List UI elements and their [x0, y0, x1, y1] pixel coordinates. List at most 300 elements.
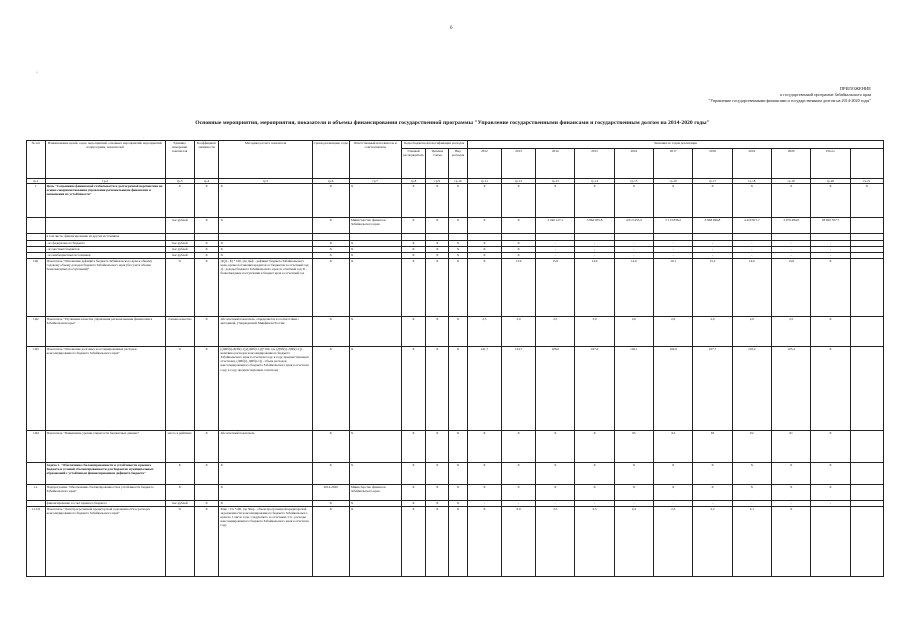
- table-cell: X: [501, 218, 535, 234]
- table-cell: X: [312, 347, 349, 431]
- header-year-2019: 2019: [732, 149, 771, 179]
- table-cell: X: [449, 501, 468, 507]
- table-cell: 61: [771, 431, 810, 463]
- table-cell: [426, 234, 449, 241]
- program-table: [26, 140, 884, 577]
- table-cell: X: [312, 431, 349, 463]
- table-cell: 3,0: [575, 317, 614, 347]
- table-cell: 103,2: [732, 347, 771, 431]
- table-cell: [312, 234, 349, 241]
- table-cell: тыс.рублей: [165, 253, 194, 259]
- table-cell: X: [349, 259, 401, 317]
- table-cell: место в рейтинге: [165, 431, 194, 463]
- table-cell: -: [811, 247, 850, 253]
- table-cell: X: [501, 184, 535, 218]
- table-cell: X: [194, 184, 219, 218]
- table-cell: X: [426, 347, 449, 431]
- table-cell: X: [536, 184, 575, 218]
- table-cell: -: [732, 501, 771, 507]
- table-cell: X: [771, 184, 810, 218]
- table-cell: Абсолютный показатель, определяется в соответствии с методикой, утвержденной Минфином России: [219, 317, 312, 347]
- table-cell: -: [811, 241, 850, 247]
- table-cell: X: [219, 184, 312, 218]
- table-cell: 2,5: [771, 317, 810, 347]
- table-cell: в том числе, финансирование из других источников: [45, 234, 165, 241]
- table-cell: X: [312, 507, 349, 577]
- column-number: гр.12: [501, 179, 535, 184]
- table-cell: X: [401, 253, 426, 259]
- table-cell: X: [194, 431, 219, 463]
- table-cell: - из федерального бюджета: [45, 241, 165, 247]
- table-row: [27, 317, 884, 347]
- table-cell: -: [536, 253, 575, 259]
- table-cell: Подпрограмма "Обеспечение сбалансированности и устойчивости бюджета Забайкальского края": [45, 485, 165, 501]
- table-cell: X: [614, 485, 653, 501]
- table-cell: [850, 259, 883, 317]
- table-cell: X: [165, 485, 194, 501]
- table-cell: X: [693, 463, 732, 485]
- table-row: [27, 234, 884, 241]
- table-cell: 10,1: [654, 259, 693, 317]
- table-cell: -: [732, 241, 771, 247]
- table-cell: Показатель "Доля просроченной кредиторской задолженности в расходах консолидированного бюджета Забайкальского края": [45, 507, 165, 577]
- table-cell: X: [401, 184, 426, 218]
- table-cell: -: [654, 247, 693, 253]
- table-cell: тыс.рублей: [165, 247, 194, 253]
- appendix-block: [709, 86, 872, 104]
- table-cell: X: [349, 507, 401, 577]
- table-cell: -: [771, 247, 810, 253]
- table-cell: 2,0: [614, 317, 653, 347]
- table-cell: тыс.рублей: [165, 501, 194, 507]
- table-cell: 1: [27, 184, 46, 218]
- table-cell: X: [426, 431, 449, 463]
- column-number: гр.8: [401, 179, 426, 184]
- table-cell: 1Ц1: [27, 259, 46, 317]
- appendix-line-2: "Управление государственными финансами и государственным долгом на 2014-2020 годы": [708, 98, 871, 103]
- table-cell: X: [467, 241, 501, 247]
- table-cell: X: [575, 431, 614, 463]
- table-cell: 3 864 655,8: [575, 218, 614, 234]
- header-vr: Вид расходов: [449, 149, 468, 179]
- table-cell: 2,4: [614, 507, 653, 577]
- table-cell: 134,7: [501, 347, 535, 431]
- table-cell: X: [449, 247, 468, 253]
- column-number: гр.14: [575, 179, 614, 184]
- column-number: гр.4: [194, 179, 219, 184]
- table-cell: 4 419 817,7: [732, 218, 771, 234]
- table-cell: X: [401, 241, 426, 247]
- table-cell: X: [693, 184, 732, 218]
- table-row: [27, 184, 884, 218]
- column-number: гр.2: [45, 179, 165, 184]
- table-cell: X: [449, 317, 468, 347]
- table-cell: X: [811, 463, 850, 485]
- table-cell: -: [811, 253, 850, 259]
- table-cell: 2,0: [501, 317, 535, 347]
- table-cell: Цель "Сохранение финансовой стабильности и долгосрочной перспективе на основе совершенствования управления региональными финансами и повышения их устойчивости": [45, 184, 165, 218]
- header-num: № п/п: [27, 141, 46, 179]
- header-extra: [850, 149, 883, 179]
- table-cell: -: [575, 247, 614, 253]
- table-cell: 106,0: [536, 347, 575, 431]
- table-cell: %: [165, 259, 194, 317]
- column-number: гр.6: [312, 179, 349, 184]
- table-cell: X: [349, 247, 401, 253]
- table-cell: X: [426, 184, 449, 218]
- table-cell: 141,7: [467, 347, 501, 431]
- table-cell: Показатель "Отношение долговых и ассоциированных расходов консолидированного бюджета Забайкальского края": [45, 347, 165, 431]
- table-cell: -: [575, 501, 614, 507]
- table-cell: X: [426, 317, 449, 347]
- table-cell: [194, 485, 219, 501]
- table-cell: X: [449, 485, 468, 501]
- table-cell: [850, 347, 883, 431]
- table-cell: X: [194, 241, 219, 247]
- table-cell: X: [401, 218, 426, 234]
- header-year-2018: 2018: [693, 149, 732, 179]
- header-year-2013: 2013: [501, 149, 535, 179]
- table-cell: X: [501, 247, 535, 253]
- table-cell: [850, 463, 883, 485]
- table-cell: X: [449, 253, 468, 259]
- table-cell: 2,5: [536, 317, 575, 347]
- table-cell: [27, 234, 46, 241]
- table-cell: Показатель "Повышение уровня открытости бюджетных данных": [45, 431, 165, 463]
- table-row: [27, 463, 884, 485]
- table-cell: X: [165, 184, 194, 218]
- column-number: гр.1: [27, 179, 46, 184]
- table-cell: 3 246 127,1: [536, 218, 575, 234]
- table-cell: X: [401, 317, 426, 347]
- page-number: 6: [450, 26, 453, 31]
- table-cell: X: [349, 241, 401, 247]
- table-cell: X: [449, 241, 468, 247]
- table-cell: X: [654, 463, 693, 485]
- table-cell: -: [614, 241, 653, 247]
- table-cell: X: [219, 463, 312, 485]
- column-number: гр.3: [165, 179, 194, 184]
- table-cell: X: [401, 463, 426, 485]
- table-cell: -: [771, 241, 810, 247]
- table-cell: X: [401, 259, 426, 317]
- table-row: [27, 431, 884, 463]
- table-row: [27, 347, 884, 431]
- table-cell: X: [219, 247, 312, 253]
- table-cell: Зпкр / Сп *100, где Зпкр - объем просроченной кредиторской задолженности консолидированного бюджета Забайкальского края на 1 число года, следующего за отчетным, Сп - расходы консолидированного бюджета Забайкальского края в отчетном году: [219, 507, 312, 577]
- table-cell: X: [194, 347, 219, 431]
- header-year-2017: 2017: [654, 149, 693, 179]
- table-cell: X: [426, 247, 449, 253]
- table-cell: Показатель "Отношение дефицита бюджета Забайкальского края к общему годовому объему доходов бюджета Забайкальского края (без учета объема безвозмездных поступлений)": [45, 259, 165, 317]
- table-cell: X: [349, 184, 401, 218]
- table-cell: -: [536, 247, 575, 253]
- table-cell: X: [426, 241, 449, 247]
- table-cell: 105,4: [771, 347, 810, 431]
- table-cell: X: [501, 463, 535, 485]
- table-cell: X: [194, 501, 219, 507]
- table-cell: X: [536, 463, 575, 485]
- table-cell: [401, 234, 426, 241]
- table-cell: X: [194, 218, 219, 234]
- table-cell: X: [467, 463, 501, 485]
- table-row: [27, 218, 884, 234]
- table-cell: [614, 234, 653, 241]
- table-cell: [467, 234, 501, 241]
- page-mark: ·: [36, 70, 38, 76]
- table-cell: X: [426, 485, 449, 501]
- table-cell: X: [194, 317, 219, 347]
- table-cell: -: [732, 247, 771, 253]
- table-cell: X: [732, 463, 771, 485]
- column-number: гр.9: [426, 179, 449, 184]
- table-cell: X: [449, 463, 468, 485]
- table-cell: 102,1: [614, 347, 653, 431]
- table-cell: 6,9: [501, 507, 535, 577]
- table-cell: -: [732, 253, 771, 259]
- column-number: гр.10: [449, 179, 468, 184]
- table-cell: 13,6: [771, 259, 810, 317]
- table-cell: [575, 234, 614, 241]
- table-cell: X: [312, 218, 349, 234]
- table-cell: X: [349, 463, 401, 485]
- table-cell: [27, 218, 46, 234]
- column-number: гр.16: [654, 179, 693, 184]
- table-cell: [850, 317, 883, 347]
- column-number: гр.17: [693, 179, 732, 184]
- table-cell: X: [693, 485, 732, 501]
- table-cell: степень качества: [165, 317, 194, 347]
- table-cell: [811, 507, 850, 577]
- table-cell: [501, 234, 535, 241]
- table-cell: -: [614, 247, 653, 253]
- column-number: гр.18: [732, 179, 771, 184]
- header-method: Методика расчета показателя: [219, 141, 312, 179]
- header-name: Наименование целей, задач, мероприятий, основных мероприятий, мероприятий, подпрограмм, показателей: [45, 141, 165, 179]
- column-number: гр.5: [219, 179, 312, 184]
- table-cell: -: [771, 501, 810, 507]
- table-cell: -: [467, 501, 501, 507]
- header-year-2020: 2020: [771, 149, 810, 179]
- table-cell: X: [467, 247, 501, 253]
- table-cell: X: [771, 485, 810, 501]
- table-cell: X: [467, 253, 501, 259]
- table-cell: 2014-2020: [312, 485, 349, 501]
- table-cell: 2,0: [732, 317, 771, 347]
- table-cell: X: [219, 218, 312, 234]
- table-cell: X: [349, 501, 401, 507]
- table-cell: [449, 234, 468, 241]
- header-year-2012: 2012: [467, 149, 501, 179]
- table-cell: X: [501, 253, 535, 259]
- table-cell: X: [732, 184, 771, 218]
- table-cell: X: [426, 507, 449, 577]
- table-cell: 64: [654, 431, 693, 463]
- table-cell: [27, 463, 46, 485]
- table-cell: X: [614, 463, 653, 485]
- table-cell: [(ДПб(t)-ДПб(t-1))/(ДПб(t-1))]*100, где (ДПб(t), ДПб(t-1)) - величина расходов консолидированного бюджета Забайкальского края в отчетном году, в году, предшествующем отчетному, (ДПб(t), ДПб(t-1)) - объем расходов консолидированного бюджета Забайкальского края в отчетном году, в году, предшествующем отчетному: [219, 347, 312, 431]
- table-cell: 1.1.Ц1: [27, 507, 46, 577]
- table-cell: 104,0: [654, 347, 693, 431]
- table-cell: X: [349, 317, 401, 347]
- table-cell: X: [575, 463, 614, 485]
- table-cell: X: [312, 501, 349, 507]
- table-cell: [165, 234, 194, 241]
- column-number: гр.7: [349, 179, 401, 184]
- table-cell: 2,5: [467, 317, 501, 347]
- table-cell: [850, 234, 883, 241]
- header-coef: Коэффициент значимости: [194, 141, 219, 179]
- table-cell: [732, 234, 771, 241]
- table-cell: X: [312, 253, 349, 259]
- table-cell: - из внебюджетных источников: [45, 253, 165, 259]
- table-cell: 14,9: [575, 259, 614, 317]
- table-cell: 4 013 453,4: [614, 218, 653, 234]
- table-cell: X: [401, 431, 426, 463]
- table-cell: -: [575, 253, 614, 259]
- table-cell: 1Ц3: [27, 347, 46, 431]
- table-cell: -: [693, 241, 732, 247]
- table-cell: 28 002 357,7: [811, 218, 850, 234]
- table-row: [27, 485, 884, 501]
- table-cell: X: [426, 259, 449, 317]
- table-cell: X: [771, 507, 810, 577]
- table-cell: X: [312, 247, 349, 253]
- table-cell: X: [401, 507, 426, 577]
- table-cell: X: [501, 241, 535, 247]
- table-cell: X: [449, 507, 468, 577]
- table-cell: [811, 234, 850, 241]
- table-cell: [654, 234, 693, 241]
- table-cell: [693, 234, 732, 241]
- table-cell: 107,7: [693, 347, 732, 431]
- table-cell: X: [219, 241, 312, 247]
- table-cell: X: [194, 247, 219, 253]
- table-cell: -: [614, 253, 653, 259]
- table-cell: X: [312, 259, 349, 317]
- table-cell: -: [536, 501, 575, 507]
- appendix-title: ПРИЛОЖЕНИЕ: [839, 86, 871, 91]
- table-cell: [349, 234, 401, 241]
- table-cell: Министерство финансов Забайкальского края: [349, 218, 401, 234]
- table-cell: 5 113 836,2: [654, 218, 693, 234]
- table-cell: X: [312, 463, 349, 485]
- table-cell: X: [811, 259, 850, 317]
- header-budget-group: Коды бюджетной классификации расходов: [401, 141, 467, 149]
- table-cell: Абсолютный показатель: [219, 431, 312, 463]
- table-cell: %: [165, 347, 194, 431]
- table-cell: [219, 234, 312, 241]
- table-cell: -: [654, 253, 693, 259]
- table-cell: X: [401, 347, 426, 431]
- header-total: Итого: [811, 149, 850, 179]
- column-number: гр.13: [536, 179, 575, 184]
- table-cell: X: [771, 463, 810, 485]
- table-cell: X: [426, 253, 449, 259]
- table-cell: X: [449, 218, 468, 234]
- table-cell: 2,1: [732, 507, 771, 577]
- header-year-2015: 2015: [575, 149, 614, 179]
- table-cell: 1Ц2: [27, 317, 46, 347]
- table-cell: 2,2: [693, 507, 732, 577]
- table-cell: -: [693, 247, 732, 253]
- table-cell: X: [401, 485, 426, 501]
- header-gr: Главный распорядитель: [401, 149, 426, 179]
- table-cell: Министерство финансов Забайкальского края: [349, 485, 401, 501]
- table-cell: X: [467, 218, 501, 234]
- table-cell: X: [349, 431, 401, 463]
- table-cell: %: [165, 507, 194, 577]
- table-cell: 15,2: [693, 259, 732, 317]
- header-term: Сроки реализации, годы: [312, 141, 349, 179]
- table-cell: [194, 234, 219, 241]
- table-cell: Показатель "Улучшение качества управления региональными финансами в Забайкальском крае": [45, 317, 165, 347]
- table-cell: X: [349, 347, 401, 431]
- table-cell: [850, 431, 883, 463]
- table-cell: 1Ц4: [27, 431, 46, 463]
- table-cell: X: [811, 347, 850, 431]
- table-cell: X: [654, 485, 693, 501]
- table-cell: X: [536, 485, 575, 501]
- table-cell: X: [401, 247, 426, 253]
- table-cell: X: [219, 501, 312, 507]
- table-cell: финансирование за счет краевого бюджета: [45, 501, 165, 507]
- column-number: гр.21: [850, 179, 883, 184]
- table-cell: 14,0: [732, 259, 771, 317]
- table-cell: -: [654, 501, 693, 507]
- table-cell: [45, 218, 165, 234]
- table-cell: -: [771, 253, 810, 259]
- table-cell: X: [467, 184, 501, 218]
- table-cell: -: [811, 501, 850, 507]
- table-cell: X: [732, 485, 771, 501]
- table-cell: 15,0: [536, 259, 575, 317]
- table-cell: -: [614, 501, 653, 507]
- table-cell: -: [693, 253, 732, 259]
- header-years-group: Значения по годам реализации: [467, 141, 883, 149]
- table-cell: 2,0: [693, 317, 732, 347]
- table-cell: X: [536, 431, 575, 463]
- table-cell: X: [501, 431, 535, 463]
- table-cell: X: [194, 507, 219, 577]
- table-cell: [850, 485, 883, 501]
- table-cell: X: [312, 241, 349, 247]
- table-cell: 13,9: [501, 259, 535, 317]
- table-cell: - из местных бюджетов: [45, 247, 165, 253]
- table-cell: X: [165, 463, 194, 485]
- table-cell: X: [654, 184, 693, 218]
- table-cell: X: [467, 485, 501, 501]
- table-cell: 2,5: [575, 507, 614, 577]
- table-cell: X: [501, 485, 535, 501]
- table-cell: X: [811, 431, 850, 463]
- column-number: гр.19: [771, 179, 810, 184]
- table-cell: X: [449, 259, 468, 317]
- table-cell: X: [219, 253, 312, 259]
- header-year-2014: 2014: [536, 149, 575, 179]
- table-cell: X: [449, 347, 468, 431]
- table-row: [27, 259, 884, 317]
- table-cell: [536, 234, 575, 241]
- table-cell: X: [811, 485, 850, 501]
- table-cell: 14,0: [614, 259, 653, 317]
- table-row: [27, 507, 884, 577]
- header-unit: Единица измерения показателя: [165, 141, 194, 179]
- table-cell: X: [467, 507, 501, 577]
- table-cell: 2,3: [654, 507, 693, 577]
- table-cell: тыс.рублей: [165, 218, 194, 234]
- table-cell: 2,5: [536, 507, 575, 577]
